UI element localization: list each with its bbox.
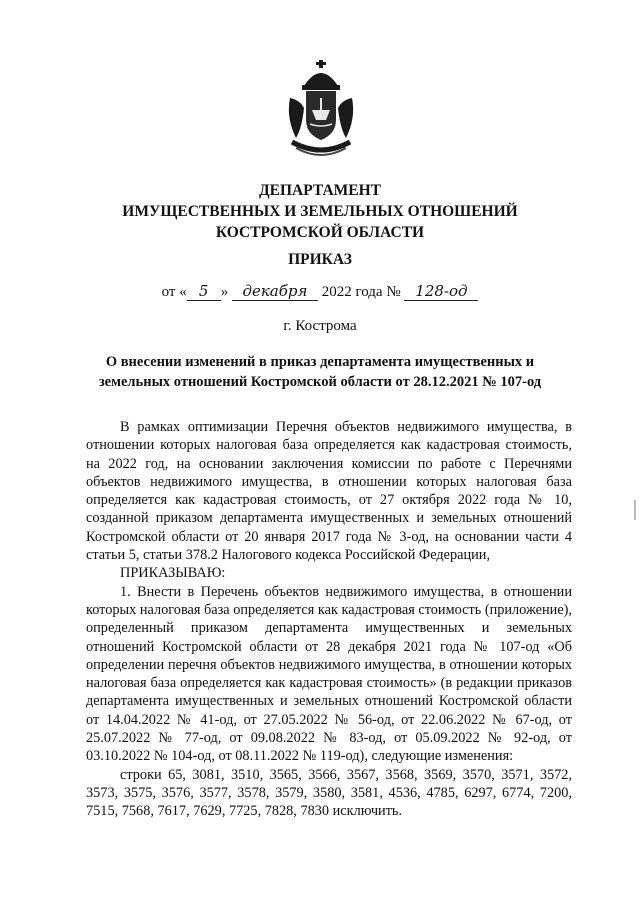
department-line-2: ИМУЩЕСТВЕННЫХ И ЗЕМЕЛЬНЫХ ОТНОШЕНИЙ xyxy=(122,203,518,220)
preamble-paragraph: В рамках оптимизации Перечня объектов недвижимого имущества, в отношении которых налоговая база определяется как кадастровая стоимость, на 2022 год, на основании заключения комиссии по работе с Перечнями объектов недвижимого имущества, в отношении которых налоговая база определяется как кадастровая стоимость, от 27 октября 2022 года № 10, созданной приказом департамента имущественных и земельных отношений Костромской области от 20 января 2017 года № 3-од, на основании части 4 статьи 5, статьи 378.2 Налогового кодекса Российской Федерации, xyxy=(86,419,572,564)
city: г. Кострома xyxy=(283,318,357,334)
order-word: ПРИКАЗЫВАЮ: xyxy=(120,565,226,582)
item-1-rows-paragraph: строки 65, 3081, 3510, 3565, 3566, 3567, 3568, 3569, 3570, 3571, 3572, 3573, 3575, 3576, 3577, 3578, 3579, 3580, 3581, 4536, 4785, 6297, 6774, 7200, 7515, 7568, 7617, 7629, 7725, 7828, 7830 исключить. xyxy=(86,766,572,820)
department-line-3: КОСТРОМСКОЙ ОБЛАСТИ xyxy=(215,224,425,241)
year-text: 2022 года № xyxy=(321,284,401,300)
item-1-paragraph: 1. Внести в Перечень объектов недвижимого имущества, в отношении которых налоговая база определяется как кадастровая стоимость (приложение), определенный приказом департамента имущественных и земельных отношений Костромской области от 28 декабря 2021 года № 107-од «Об определении перечня объектов недвижимого имущества, в отношении которых налоговая база определяется как кадастровая стоимость» (в редакции приказов департамента имущественных и земельных отношений Костромской области от 14.04.2022 № 41-од, от 27.05.2022 № 56-од, от 22.06.2022 № 67-од, от 25.07.2022 № 77-од, от 09.08.2022 № 83-од, от 05.09.2022 № 92-од, от 03.10.2022 № 104-од, от 08.11.2022 № 119-од), следующие изменения: xyxy=(86,583,572,765)
subject-line-1: О внесении изменений в приказ департамента имущественных и xyxy=(105,354,535,370)
document-body xyxy=(86,418,572,821)
scan-edge-mark xyxy=(634,500,636,520)
handwritten-number: 128-од xyxy=(404,283,478,301)
date-mid: » xyxy=(220,284,229,300)
date-prefix: от « xyxy=(161,284,187,300)
department-name xyxy=(60,180,580,243)
document-subject xyxy=(60,352,580,392)
handwritten-month: декабря xyxy=(232,283,318,301)
document-type: ПРИКАЗ xyxy=(288,251,352,268)
subject-line-2: земельных отношений Костромской области от 28.12.2021 № 107-од xyxy=(98,374,542,390)
handwritten-day: 5 xyxy=(187,283,221,301)
coat-of-arms-icon xyxy=(282,58,360,162)
date-number-line xyxy=(60,283,580,301)
department-line-1: ДЕПАРТАМЕНТ xyxy=(258,182,382,199)
